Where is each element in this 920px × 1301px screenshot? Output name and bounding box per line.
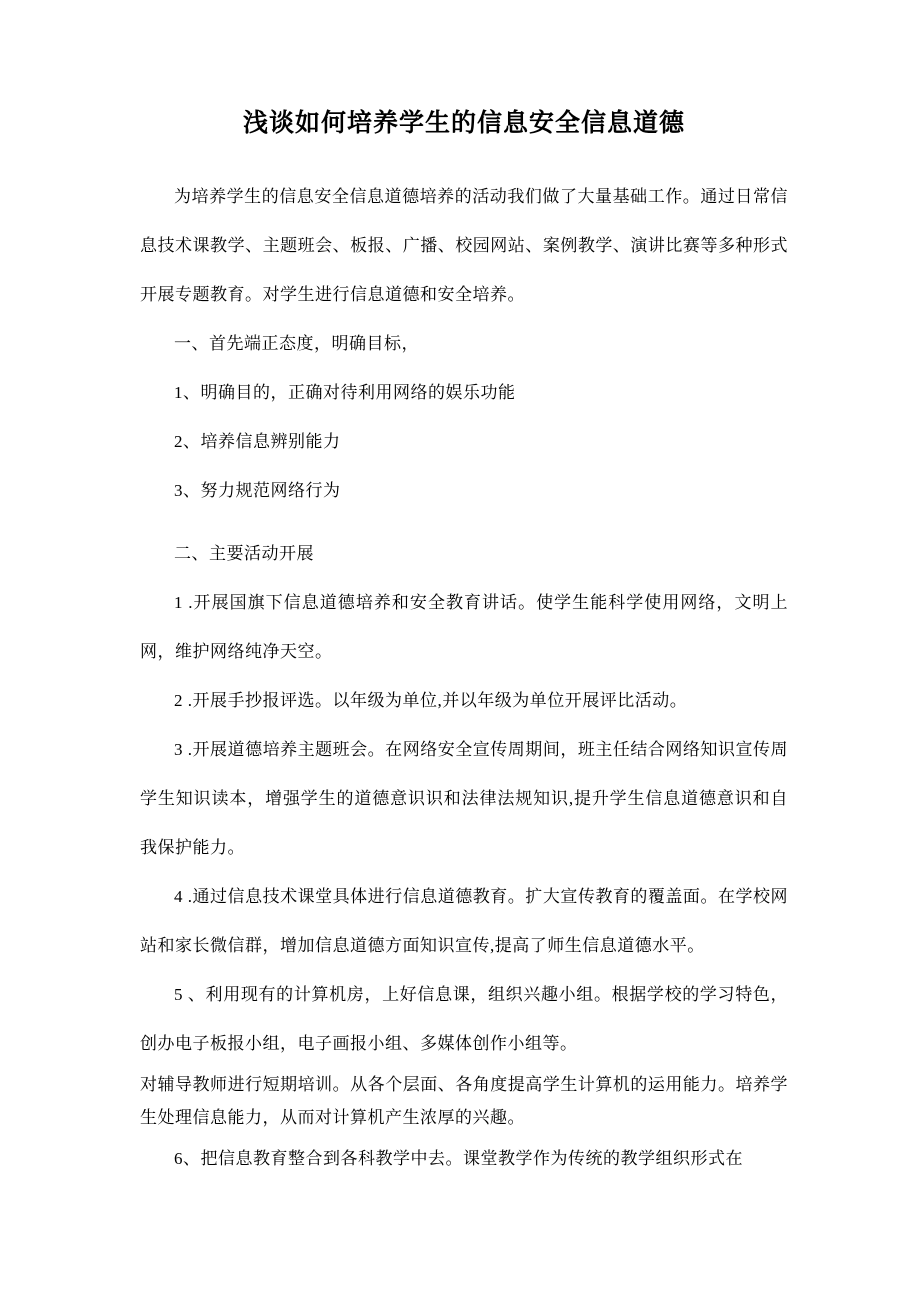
- list-item: 2、培养信息辨别能力: [174, 432, 341, 451]
- list-item: 3 .开展道德培养主题班会。在网络安全宣传周期间，班主任结合网络知识宣传周学生知识读本，增强学生的道德意识识和法律法规知识,提升学生信息道德意识和自我保护能力。: [140, 740, 788, 857]
- paragraph-teacher-training: 对辅导教师进行短期培训。从各个层面、各角度提高学生计算机的运用能力。培养学生处理信息能力，从而对计算机产生浓厚的兴趣。: [140, 1075, 788, 1127]
- list-item: 1、明确目的，正确对待利用网络的娱乐功能: [174, 383, 516, 402]
- list-item: 2 .开展手抄报评选。以年级为单位,并以年级为单位开展评比活动。: [174, 691, 688, 710]
- document-title: 浅谈如何培养学生的信息安全信息道德: [242, 110, 685, 137]
- list-item: 4 .通过信息技术课堂具体进行信息道德教育。扩大宣传教育的覆盖面。在学校网站和家长微信群，增加信息道德方面知识宣传,提高了师生信息道德水平。: [140, 887, 788, 955]
- list-item: 5 、利用现有的计算机房，上好信息课，组织兴趣小组。根据学校的学习特色，创办电子板报小组，电子画报小组、多媒体创作小组等。: [140, 985, 788, 1053]
- section-heading-one: 一、首先端正态度，明确目标，: [174, 334, 419, 353]
- section-heading-two: 二、主要活动开展: [174, 544, 314, 563]
- list-item: 3、努力规范网络行为: [174, 481, 341, 500]
- list-item: 6、把信息教育整合到各科教学中去。课堂教学作为传统的教学组织形式在: [174, 1149, 743, 1168]
- list-item: 1 .开展国旗下信息道德培养和安全教育讲话。使学生能科学使用网络，文明上网，维护网络纯净天空。: [140, 593, 788, 661]
- paragraph-intro: 为培养学生的信息安全信息道德培养的活动我们做了大量基础工作。通过日常信息技术课教学、主题班会、板报、广播、校园网站、案例教学、演讲比赛等多种形式开展专题教育。对学生进行信息道德和安全培养。: [140, 187, 788, 304]
